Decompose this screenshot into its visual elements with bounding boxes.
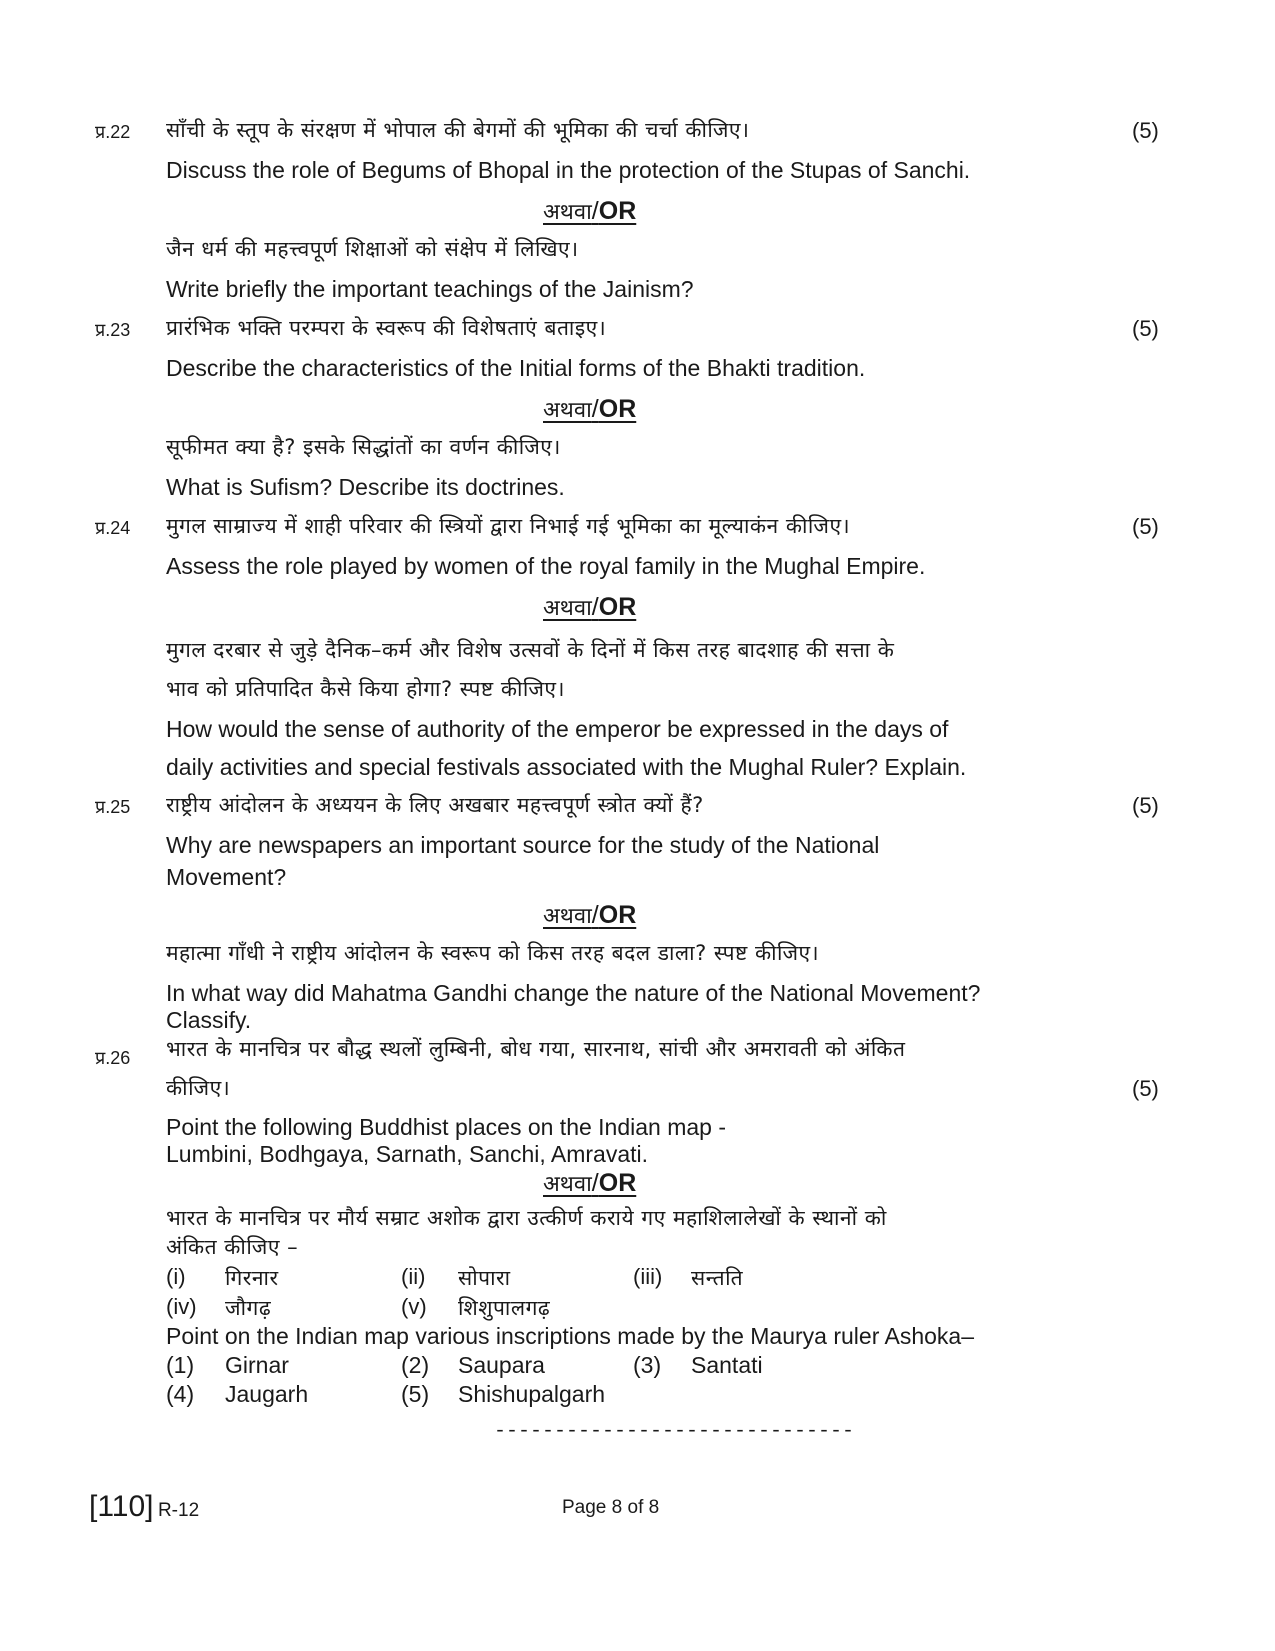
q23-number: प्र.23 bbox=[95, 320, 131, 340]
q25-or-english-line2: Classify. bbox=[166, 1007, 252, 1033]
q25-or-hindi: महात्मा गाँधी ने राष्ट्रीय आंदोलन के स्वरूप को किस तरह बदल डाला? स्पष्ट कीजिए। bbox=[166, 941, 820, 965]
q25-marks: (5) bbox=[1132, 793, 1159, 818]
q25-number: प्र.25 bbox=[95, 797, 131, 817]
q26-or-hindi-line1: भारत के मानचित्र पर मौर्य सम्राट अशोक द्वारा उत्कीर्ण कराये गए महाशिलालेखों के स्थानों को bbox=[166, 1206, 887, 1230]
q25-hindi: राष्ट्रीय आंदोलन के अध्ययन के लिए अखबार महत्त्वपूर्ण स्त्रोत क्यों हैं? bbox=[166, 793, 704, 817]
hi-item-number: (iii) bbox=[633, 1264, 663, 1289]
q24-or-english-line1: How would the sense of authority of the emperor be expressed in the days of bbox=[166, 716, 949, 742]
en-item-number: (1) bbox=[166, 1352, 195, 1378]
en-item-text: Shishupalgarh bbox=[458, 1381, 606, 1407]
q24-or-english-line2: daily activities and special festivals associated with the Mughal Ruler? Explain. bbox=[166, 754, 967, 780]
q22-number: प्र.22 bbox=[95, 122, 131, 142]
q22-or-english: Write briefly the important teachings of the Jainism? bbox=[166, 276, 694, 302]
q22-hindi: साँची के स्तूप के संरक्षण में भोपाल की बेगमों की भूमिका की चर्चा कीजिए। bbox=[166, 118, 750, 142]
en-item-text: Girnar bbox=[225, 1352, 289, 1378]
or-divider: अथवा/OR bbox=[543, 901, 637, 929]
en-item-number: (2) bbox=[401, 1352, 430, 1378]
q24-hindi: मुगल साम्राज्य में शाही परिवार की स्त्रियों द्वारा निभाई गई भूमिका का मूल्याकंन कीजिए। bbox=[166, 514, 851, 538]
q26-number: प्र.26 bbox=[95, 1048, 131, 1068]
or-divider: अथवा/OR bbox=[543, 197, 637, 225]
q23-english: Describe the characteristics of the Initial forms of the Bhakti tradition. bbox=[166, 355, 866, 381]
q23-marks: (5) bbox=[1132, 316, 1159, 341]
end-of-paper-rule: ------------------------------ bbox=[494, 1420, 855, 1443]
hi-item-number: (ii) bbox=[401, 1264, 426, 1289]
q24-or-hindi-line1: मुगल दरबार से जुड़े दैनिक–कर्म और विशेष उत्सवों के दिनों में किस तरह बादशाह की सत्ता के bbox=[166, 638, 895, 662]
or-divider: अथवा/OR bbox=[543, 395, 637, 423]
hi-item-text: सोपारा bbox=[458, 1266, 511, 1290]
q25-english-line1: Why are newspapers an important source for the study of the National bbox=[166, 832, 880, 858]
q26-or-hindi-line2: अंकित कीजिए – bbox=[166, 1235, 299, 1259]
q26-or-english: Point on the Indian map various inscriptions made by the Maurya ruler Ashoka– bbox=[166, 1323, 974, 1349]
en-item-number: (5) bbox=[401, 1381, 430, 1407]
q22-english: Discuss the role of Begums of Bhopal in the protection of the Stupas of Sanchi. bbox=[166, 157, 971, 183]
en-item-text: Saupara bbox=[458, 1352, 545, 1378]
q26-hindi-line1: भारत के मानचित्र पर बौद्ध स्थलों लुम्बिनी, बोध गया, सारनाथ, सांची और अमरावती को अंकित bbox=[166, 1037, 906, 1061]
q23-or-hindi: सूफीमत क्या है? इसके सिद्धांतों का वर्णन कीजिए। bbox=[166, 435, 561, 459]
hi-item-number: (i) bbox=[166, 1264, 186, 1289]
q26-hindi-line2: कीजिए। bbox=[166, 1076, 231, 1100]
q22-or-hindi: जैन धर्म की महत्त्वपूर्ण शिक्षाओं को संक्षेप में लिखिए। bbox=[166, 237, 579, 261]
q25-or-english-line1: In what way did Mahatma Gandhi change the nature of the National Movement? bbox=[166, 980, 981, 1006]
q23-hindi: प्रारंभिक भक्ति परम्परा के स्वरूप की विशेषताएं बताइए। bbox=[166, 316, 607, 340]
or-divider: अथवा/OR bbox=[543, 593, 637, 621]
q24-or-hindi-line2: भाव को प्रतिपादित कैसे किया होगा? स्पष्ट कीजिए। bbox=[166, 677, 565, 701]
hi-item-number: (iv) bbox=[166, 1294, 197, 1319]
en-item-text: Santati bbox=[691, 1352, 763, 1378]
q22-marks: (5) bbox=[1132, 118, 1159, 143]
en-item-number: (3) bbox=[633, 1352, 662, 1378]
q26-english-line1: Point the following Buddhist places on the Indian map - bbox=[166, 1114, 727, 1140]
q26-marks: (5) bbox=[1132, 1076, 1159, 1101]
hi-item-text: जौगढ़ bbox=[225, 1296, 272, 1320]
q23-or-english: What is Sufism? Describe its doctrines. bbox=[166, 474, 565, 500]
q25-english-line2: Movement? bbox=[166, 864, 287, 890]
paper-code bbox=[89, 1490, 199, 1524]
paper-code-suffix: R-12 bbox=[157, 1500, 200, 1521]
page-number: Page 8 of 8 bbox=[562, 1497, 660, 1518]
hi-item-text: शिशुपालगढ़ bbox=[458, 1296, 551, 1320]
hi-item-text: सन्तति bbox=[691, 1266, 744, 1290]
q26-english-line2: Lumbini, Bodhgaya, Sarnath, Sanchi, Amravati. bbox=[166, 1141, 649, 1167]
hi-item-text: गिरनार bbox=[225, 1266, 279, 1290]
paper-code-number: [110] bbox=[89, 1490, 154, 1523]
q24-english: Assess the role played by women of the royal family in the Mughal Empire. bbox=[166, 553, 926, 579]
q24-number: प्र.24 bbox=[95, 518, 131, 538]
q24-marks: (5) bbox=[1132, 514, 1159, 539]
hi-item-number: (v) bbox=[401, 1294, 427, 1319]
or-divider: अथवा/OR bbox=[543, 1169, 637, 1197]
en-item-number: (4) bbox=[166, 1381, 195, 1407]
en-item-text: Jaugarh bbox=[225, 1381, 309, 1407]
